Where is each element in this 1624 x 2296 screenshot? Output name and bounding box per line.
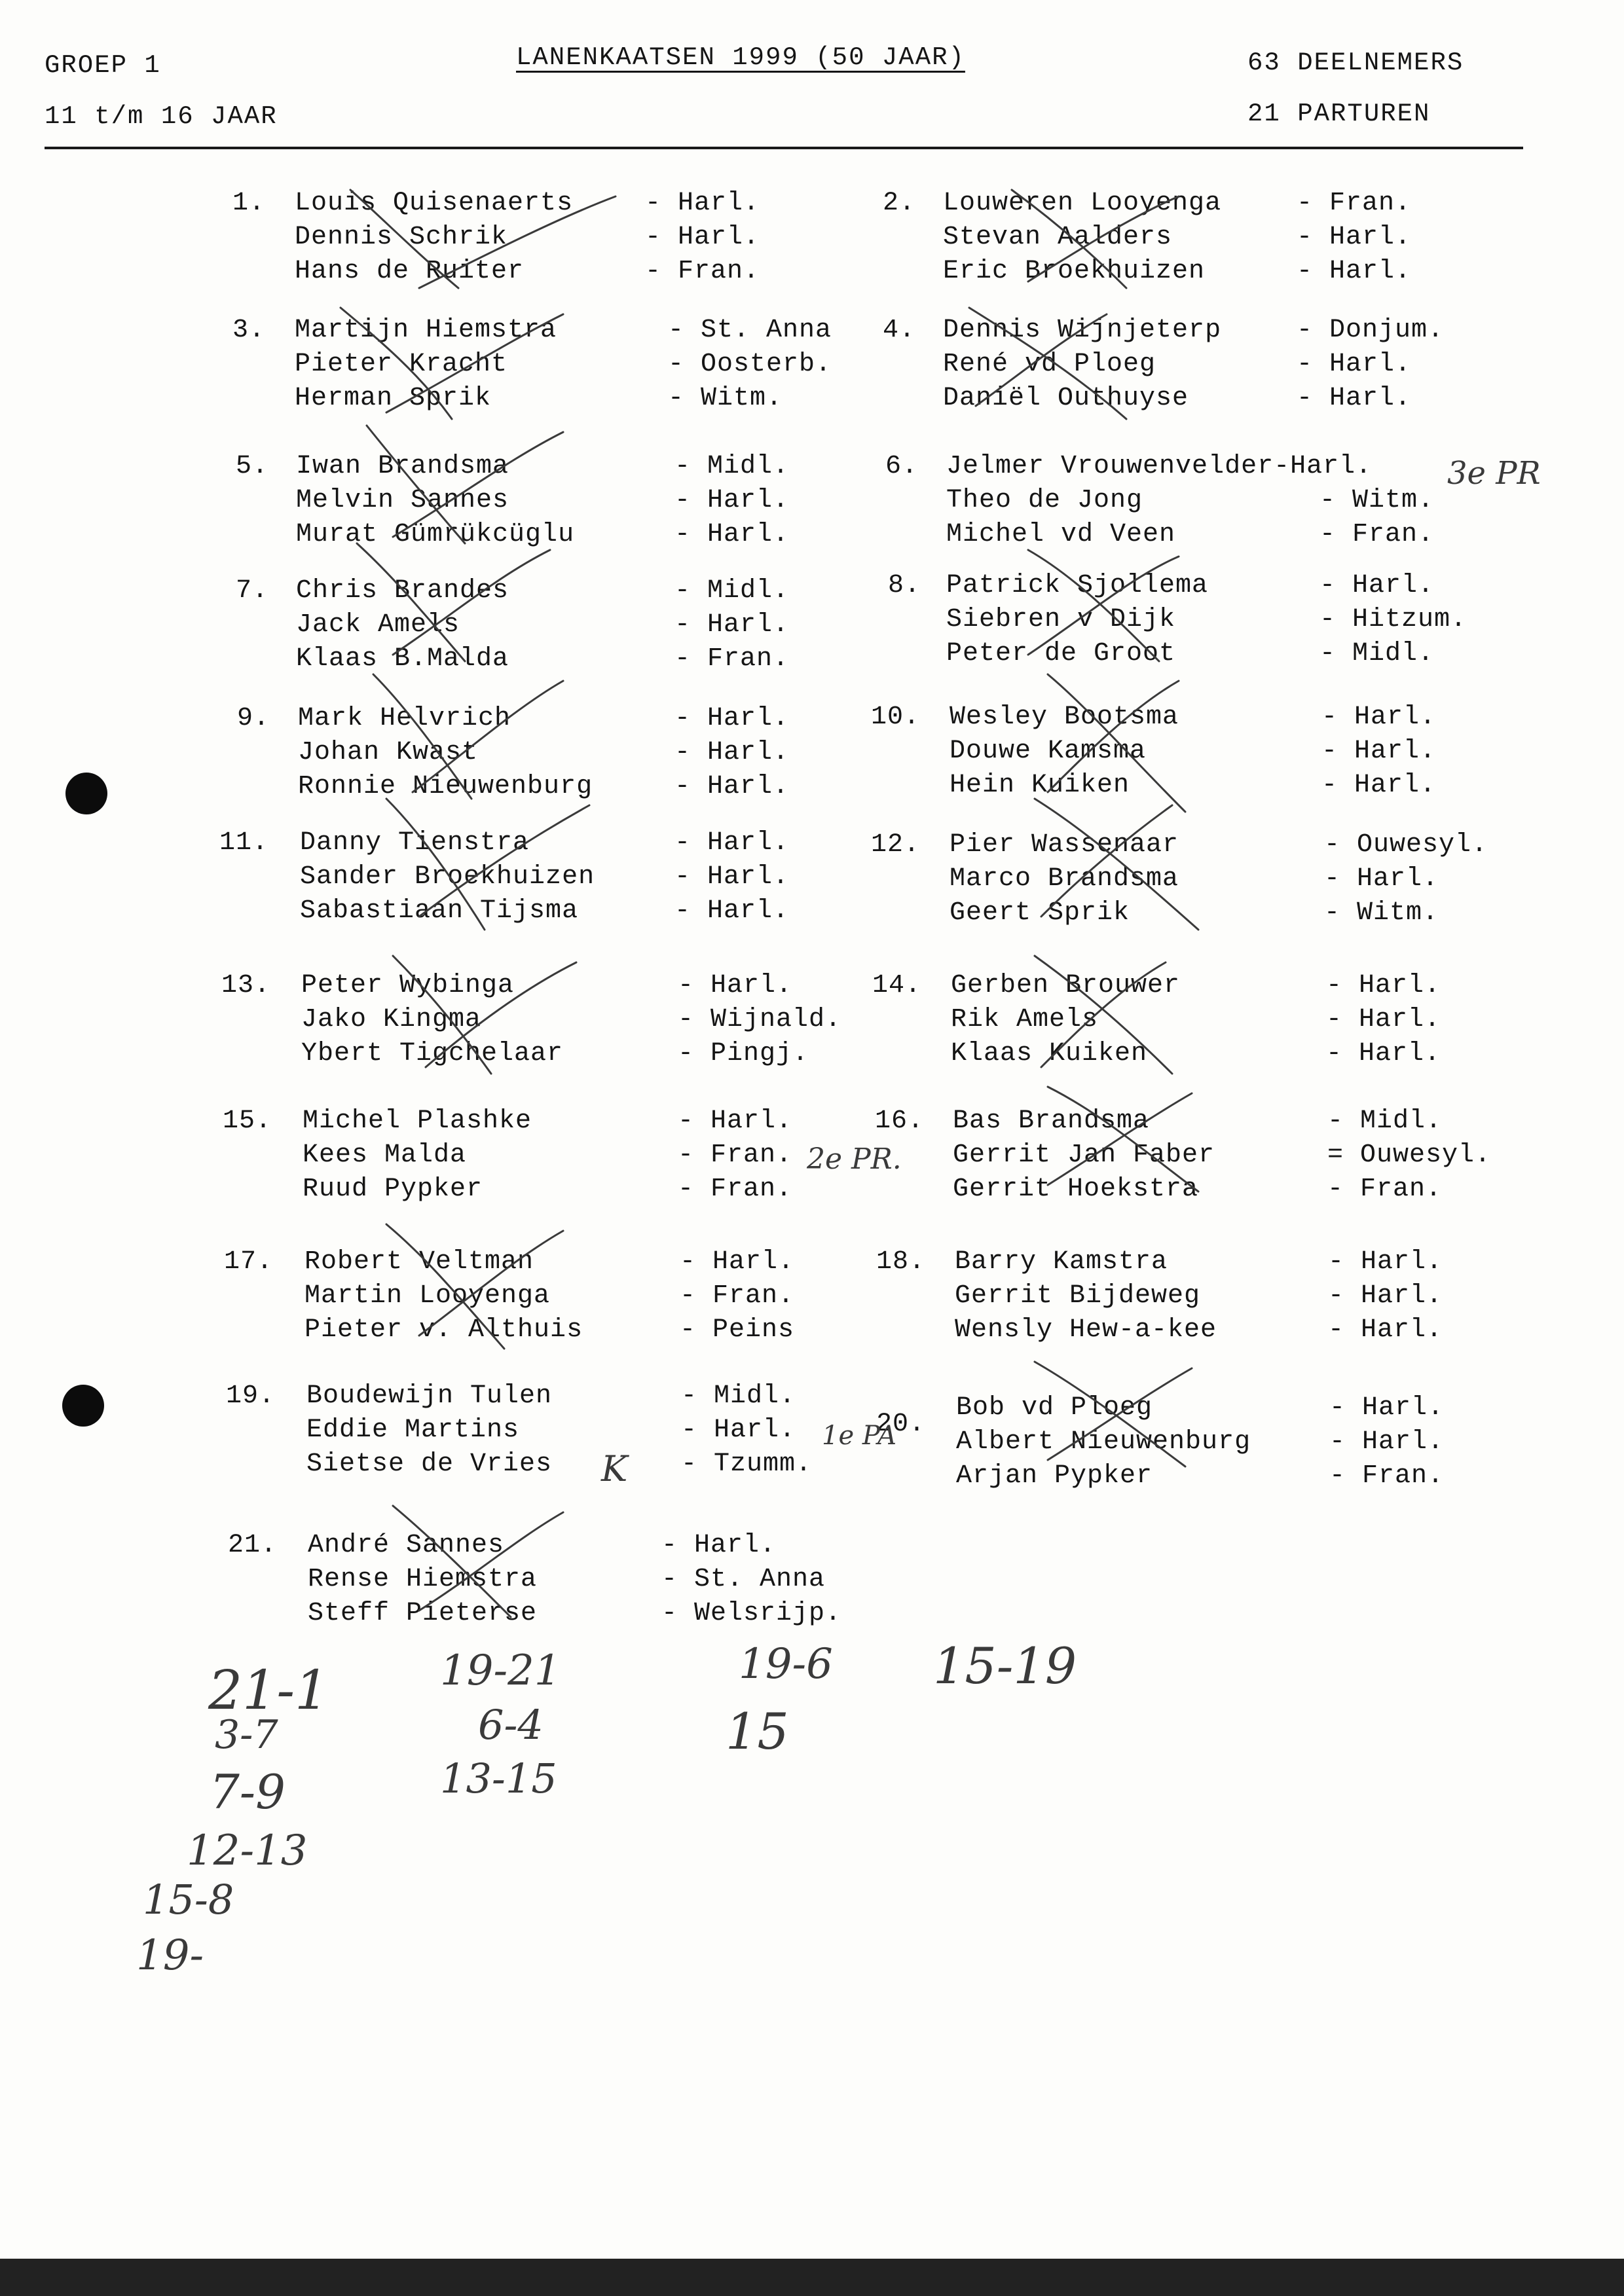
- player-name: Albert Nieuwenburg: [956, 1427, 1251, 1457]
- player-name: Ybert Tigchelaar: [301, 1039, 564, 1068]
- player-club: - Harl.: [674, 896, 790, 926]
- player-club: - Harl.: [1326, 1039, 1441, 1068]
- player-club: = Ouwesyl.: [1327, 1140, 1492, 1170]
- player-club: - Harl.: [1328, 1247, 1443, 1277]
- player-club: - Harl.: [674, 610, 790, 640]
- player-name: Jako Kingma: [301, 1005, 482, 1034]
- hw-col2-line2: 6-4: [478, 1701, 544, 1749]
- player-club: - St. Anna: [668, 316, 832, 345]
- player-name: Dennis Wijnjeterp: [943, 316, 1222, 345]
- player-club: - Harl.: [674, 486, 790, 515]
- team-number: 5.: [236, 452, 269, 481]
- hw-col1-line6: 19-: [136, 1931, 204, 1980]
- player-name: Geert Sprik: [950, 898, 1130, 928]
- player-name: Gerben Brouwer: [951, 971, 1181, 1000]
- player-name: Herman Sprik: [295, 384, 492, 413]
- player-name: Iwan Brandsma: [296, 452, 509, 481]
- player-name: Boudewijn Tulen: [306, 1381, 553, 1411]
- player-club: - Harl.: [674, 520, 790, 549]
- player-club: - St. Anna: [661, 1565, 826, 1594]
- player-club: - Witm.: [1320, 486, 1435, 515]
- player-name: Wensly Hew-a-kee: [955, 1315, 1217, 1345]
- player-club: - Harl.: [1297, 350, 1412, 379]
- team-number: 18.: [876, 1247, 926, 1277]
- player-club: - Welsrijp.: [661, 1599, 842, 1628]
- player-name: Ruud Pypker: [303, 1175, 483, 1204]
- player-name: Jack Amels: [296, 610, 460, 640]
- player-name: Ronnie Nieuwenburg: [298, 772, 593, 801]
- hw-col1-line5: 15-8: [143, 1876, 234, 1923]
- player-name: Robert Veltman: [304, 1247, 534, 1277]
- team-number: 17.: [224, 1247, 274, 1277]
- player-name: Michel Plashke: [303, 1106, 532, 1136]
- team-number: 16.: [875, 1106, 925, 1136]
- player-club: - Fran.: [678, 1175, 793, 1204]
- hw-col2-line1: 19-21: [440, 1647, 561, 1695]
- player-club: - Midl.: [681, 1381, 796, 1411]
- player-club: - Harl.: [661, 1531, 777, 1560]
- player-name: Danny Tienstra: [300, 828, 530, 858]
- team-number: 11.: [219, 828, 269, 858]
- player-name: Rense Hiemstra: [308, 1565, 538, 1594]
- team-number: 8.: [888, 571, 921, 600]
- player-club: - Harl.: [1297, 223, 1412, 252]
- player-club: - Midl.: [1320, 639, 1435, 668]
- player-club: - Harl.: [645, 189, 760, 218]
- player-club: - Pingj.: [678, 1039, 809, 1068]
- player-club: - Harl.: [678, 1106, 793, 1136]
- player-club: - Tzumm.: [681, 1449, 813, 1479]
- player-club: - Harl.: [678, 971, 793, 1000]
- player-club: - Harl.: [681, 1415, 796, 1445]
- player-club: - Harl.: [1297, 257, 1412, 286]
- team-number: 14.: [872, 971, 922, 1000]
- team6-position-note: 3e PR: [1447, 455, 1541, 492]
- player-club: - Midl.: [1327, 1106, 1443, 1136]
- player-club: - Harl.: [674, 772, 790, 801]
- player-club: - Fran.: [1327, 1175, 1443, 1204]
- player-club: - Harl.: [1328, 1315, 1443, 1345]
- player-club: - Harl.: [674, 738, 790, 767]
- player-name: Gerrit Bijdeweg: [955, 1281, 1201, 1311]
- player-name: Sabastiaan Tijsma: [300, 896, 579, 926]
- player-name: Pieter Kracht: [295, 350, 508, 379]
- player-club: - Harl.: [674, 862, 790, 892]
- player-club: - Harl.: [1321, 737, 1437, 766]
- player-name: René vd Ploeg: [943, 350, 1156, 379]
- player-club: - Fran.: [680, 1281, 795, 1311]
- player-name: Peter de Groot: [946, 639, 1176, 668]
- player-club: - Midl.: [674, 576, 790, 606]
- player-name: Johan Kwast: [298, 738, 479, 767]
- hw-col4-line1: 15-19: [933, 1637, 1077, 1695]
- player-club: - Witm.: [668, 384, 783, 413]
- hw-col1-line1: 21-1: [208, 1660, 329, 1722]
- player-name: Sander Broekhuizen: [300, 862, 595, 892]
- player-club: - Peins: [680, 1315, 795, 1345]
- player-club: - Fran.: [645, 257, 760, 286]
- player-club: - Harl.: [645, 223, 760, 252]
- player-club: - Fran.: [1297, 189, 1412, 218]
- punch-hole-top: [65, 773, 107, 814]
- player-club: - Hitzum.: [1320, 605, 1467, 634]
- team-number: 19.: [226, 1381, 276, 1411]
- player-name: Bas Brandsma: [953, 1106, 1150, 1136]
- player-name: Patrick Sjollema: [946, 571, 1209, 600]
- player-club: - Wijnald.: [678, 1005, 842, 1034]
- player-name: Hein Kuiken: [950, 771, 1130, 800]
- player-name: Pieter v. Althuis: [304, 1315, 583, 1345]
- player-club: - Harl.: [1326, 971, 1441, 1000]
- player-club: - Harl.: [1329, 1427, 1445, 1457]
- player-club: - Harl.: [1321, 771, 1437, 800]
- player-club: - Harl.: [674, 828, 790, 858]
- player-club: - Midl.: [674, 452, 790, 481]
- player-name: Daniël Outhuyse: [943, 384, 1189, 413]
- teams-count: 21 PARTUREN: [1247, 100, 1431, 128]
- hw-col2-line3: 13-15: [440, 1755, 557, 1802]
- player-name: Sietse de Vries: [306, 1449, 553, 1479]
- hw-col1-line2: 3-7: [215, 1712, 278, 1758]
- player-name: Theo de Jong: [946, 486, 1143, 515]
- player-club: - Harl.: [1320, 571, 1435, 600]
- group-label: GROEP 1: [45, 51, 161, 80]
- team-number: 21.: [228, 1531, 278, 1560]
- player-name: Murat Gümrükcüglu: [296, 520, 575, 549]
- team-number: 3.: [232, 316, 266, 345]
- player-name: Pier Wassenaar: [950, 830, 1179, 860]
- player-club: - Donjum.: [1297, 316, 1445, 345]
- player-name: Stevan Aalders: [943, 223, 1173, 252]
- player-name: Eddie Martins: [306, 1415, 520, 1445]
- scan-bottom-edge: [0, 2259, 1624, 2296]
- player-name: Gerrit Jan Faber: [953, 1140, 1215, 1170]
- player-club: - Harl.: [1326, 1005, 1441, 1034]
- player-name: Douwe Kamsma: [950, 737, 1147, 766]
- player-name: Barry Kamstra: [955, 1247, 1168, 1277]
- player-name: Peter Wybinga: [301, 971, 515, 1000]
- team-number: 2.: [883, 189, 916, 218]
- player-name: Siebren v Dijk: [946, 605, 1176, 634]
- player-name: Bob vd Ploeg: [956, 1393, 1153, 1423]
- player-club: - Fran.: [678, 1140, 793, 1170]
- team-number: 15.: [223, 1106, 272, 1136]
- player-club: - Harl.: [1329, 1393, 1445, 1423]
- player-name: Chris Brandes: [296, 576, 509, 606]
- player-club: - Fran.: [1329, 1461, 1445, 1491]
- player-club: - Fran.: [1320, 520, 1435, 549]
- player-club: - Harl.: [1324, 864, 1439, 894]
- player-name: Melvin Sannes: [296, 486, 509, 515]
- player-name: Klaas B.Malda: [296, 644, 509, 674]
- document-title: LANENKAATSEN 1999 (50 JAAR): [516, 43, 965, 72]
- hw-col1-line4: 12-13: [187, 1827, 308, 1875]
- player-name: Klaas Kuiken: [951, 1039, 1148, 1068]
- punch-hole-bottom: [62, 1385, 104, 1427]
- player-name: Michel vd Veen: [946, 520, 1176, 549]
- team-number: 1.: [232, 189, 266, 218]
- player-club: - Harl.: [1328, 1281, 1443, 1311]
- age-label: 11 t/m 16 JAAR: [45, 102, 278, 131]
- team-number: 13.: [221, 971, 271, 1000]
- team-number: 10.: [871, 702, 921, 732]
- team-number: 9.: [237, 704, 270, 733]
- team-number: 12.: [871, 830, 921, 860]
- player-club: - Harl.: [1321, 702, 1437, 732]
- player-name: Hans de Ruiter: [295, 257, 525, 286]
- team-number: 20.: [876, 1410, 926, 1439]
- player-name: Steff Pieterse: [308, 1599, 538, 1628]
- team15-position-note: 2e PR.: [807, 1142, 902, 1176]
- player-name: Jelmer Vrouwenvelder-Harl.: [946, 452, 1373, 481]
- player-name: Rik Amels: [951, 1005, 1099, 1034]
- participants-count: 63 DEELNEMERS: [1247, 48, 1464, 77]
- team-number: 6.: [885, 452, 919, 481]
- player-name: Wesley Bootsma: [950, 702, 1179, 732]
- player-name: André Sannes: [308, 1531, 505, 1560]
- player-club: - Fran.: [674, 644, 790, 674]
- team19-position-note: 1e PA: [822, 1421, 896, 1451]
- player-club: - Harl.: [674, 704, 790, 733]
- player-name: Louweren Looyenga: [943, 189, 1222, 218]
- player-name: Dennis Schrik: [295, 223, 508, 252]
- player-club: - Harl.: [1297, 384, 1412, 413]
- player-name: Martijn Hiemstra: [295, 316, 557, 345]
- team19-k-note: K: [601, 1448, 628, 1489]
- hw-col3-line2: 15: [726, 1702, 789, 1760]
- player-club: - Harl.: [680, 1247, 795, 1277]
- player-name: Mark Helvrich: [298, 704, 511, 733]
- player-name: Louis Quisenaerts: [295, 189, 574, 218]
- player-club: - Ouwesyl.: [1324, 830, 1488, 860]
- player-name: Arjan Pypker: [956, 1461, 1153, 1491]
- player-name: Martin Looyenga: [304, 1281, 551, 1311]
- player-club: - Oosterb.: [668, 350, 832, 379]
- player-name: Eric Broekhuizen: [943, 257, 1206, 286]
- player-name: Kees Malda: [303, 1140, 467, 1170]
- hw-col3-line1: 19-6: [739, 1640, 833, 1688]
- player-name: Gerrit Hoekstra: [953, 1175, 1199, 1204]
- team-number: 4.: [883, 316, 916, 345]
- header-rule: [45, 147, 1523, 149]
- player-name: Marco Brandsma: [950, 864, 1179, 894]
- player-club: - Witm.: [1324, 898, 1439, 928]
- team-number: 7.: [236, 576, 269, 606]
- hw-col1-line3: 7-9: [210, 1764, 286, 1819]
